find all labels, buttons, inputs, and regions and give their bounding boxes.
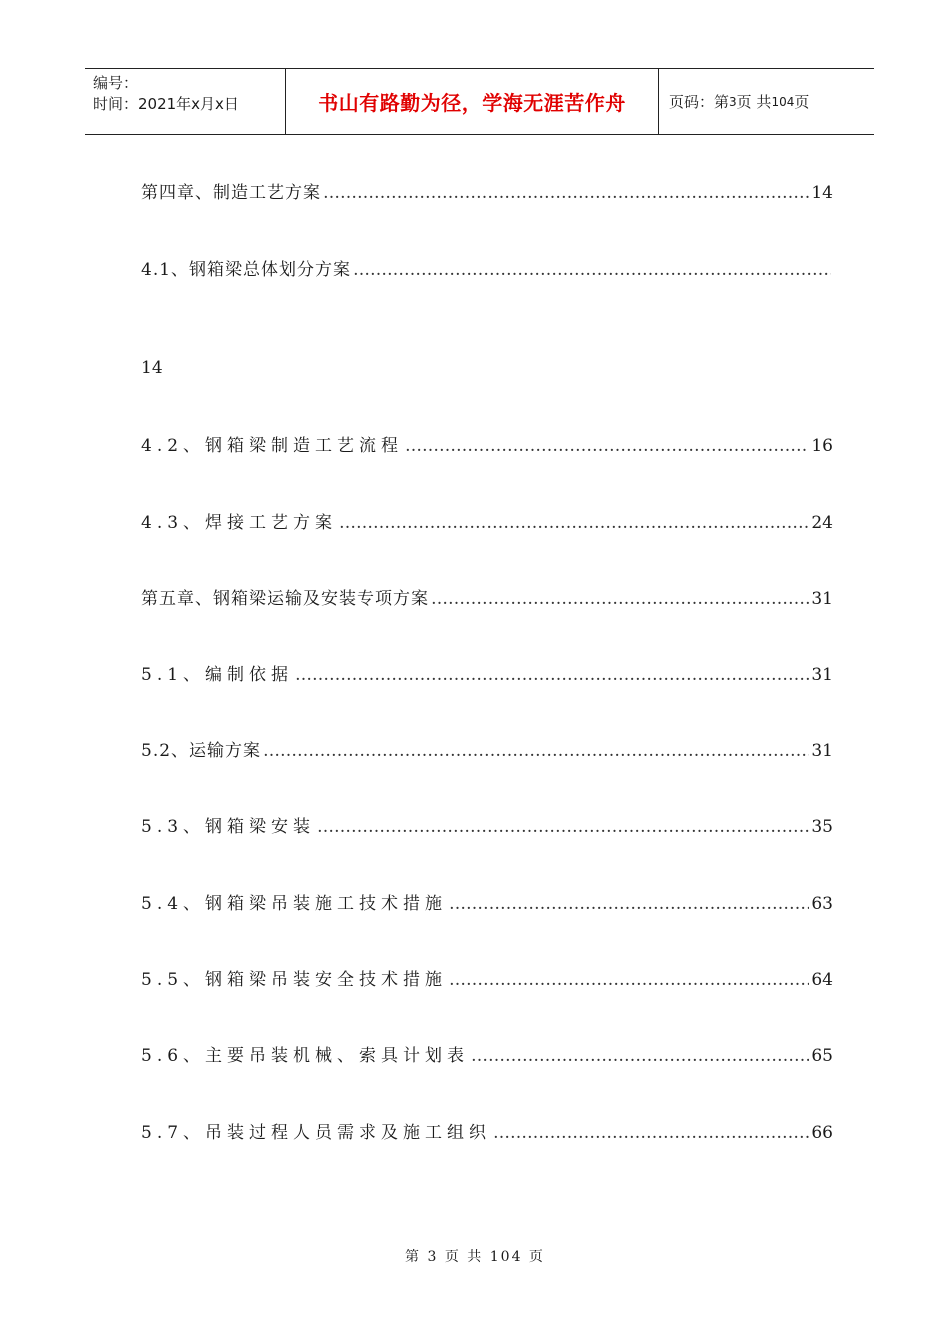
toc-entry	[141, 965, 833, 995]
toc-wrapped-page: 14	[141, 358, 163, 378]
toc-leader	[493, 1123, 809, 1143]
toc-entry	[141, 889, 833, 919]
toc-page: 65	[811, 1046, 833, 1066]
toc-title: 5.6、主要吊装机械、索具计划表	[141, 1046, 470, 1066]
page-number: 3	[729, 94, 737, 109]
header-meta	[85, 69, 286, 134]
toc-leader	[323, 183, 809, 203]
toc-entry	[141, 178, 833, 208]
toc-page: 24	[811, 513, 833, 533]
toc-entry	[141, 1041, 833, 1071]
toc-page: 35	[811, 817, 833, 837]
toc-leader	[339, 513, 809, 533]
toc-title: 5.4、钢箱梁吊装施工技术措施	[141, 894, 448, 914]
toc-title: 第四章、制造工艺方案	[141, 183, 321, 203]
toc-entry	[141, 660, 833, 690]
toc-entry	[141, 736, 833, 766]
header-page-info	[659, 69, 874, 134]
toc-leader	[431, 589, 809, 609]
toc-title: 5.7、吊装过程人员需求及施工组织	[141, 1123, 492, 1143]
toc-page: 31	[811, 665, 833, 685]
toc-leader	[405, 436, 809, 456]
toc-title: 第五章、钢箱梁运输及安装专项方案	[141, 589, 429, 609]
toc-leader	[353, 260, 831, 280]
toc-leader	[471, 1046, 809, 1066]
toc-title: 4.3、焊接工艺方案	[141, 513, 338, 533]
toc-title: 4.1、钢箱梁总体划分方案	[141, 260, 352, 280]
toc-title: 4.2、钢箱梁制造工艺流程	[141, 436, 404, 456]
page-mid: 页 共	[736, 93, 772, 111]
toc-page: 64	[811, 970, 833, 990]
toc-entry	[141, 508, 833, 538]
page-footer: 第 3 页 共 104 页	[405, 1249, 545, 1265]
page-prefix: 页码：第	[669, 93, 730, 111]
header-motto: 书山有路勤为径，学海无涯苦作舟	[286, 69, 659, 134]
toc-entry	[141, 1118, 833, 1148]
toc-entry	[141, 431, 833, 461]
toc-leader	[449, 894, 809, 914]
time-label: 时间：2021年x月x日	[93, 95, 239, 113]
number-label: 编号：	[93, 74, 139, 92]
toc-leader	[449, 970, 809, 990]
page-total: 104	[771, 94, 795, 109]
toc-entry	[141, 812, 833, 842]
toc-page: 63	[811, 894, 833, 914]
toc-leader	[263, 741, 809, 761]
page-suffix: 页	[794, 93, 810, 111]
toc-title: 5.5、钢箱梁吊装安全技术措施	[141, 970, 448, 990]
toc-page: 31	[811, 741, 833, 761]
toc-page: 66	[811, 1123, 833, 1143]
toc-title: 5.2、运输方案	[141, 741, 262, 761]
toc-entry	[141, 255, 833, 285]
toc-leader	[295, 665, 809, 685]
toc-title: 5.3、钢箱梁安装	[141, 817, 316, 837]
toc-entry	[141, 584, 833, 614]
document-header	[85, 68, 874, 135]
toc-leader	[317, 817, 809, 837]
toc-title: 5.1、编制依据	[141, 665, 294, 685]
toc-page: 14	[811, 183, 833, 203]
toc-page: 31	[811, 589, 833, 609]
toc-page: 16	[811, 436, 833, 456]
